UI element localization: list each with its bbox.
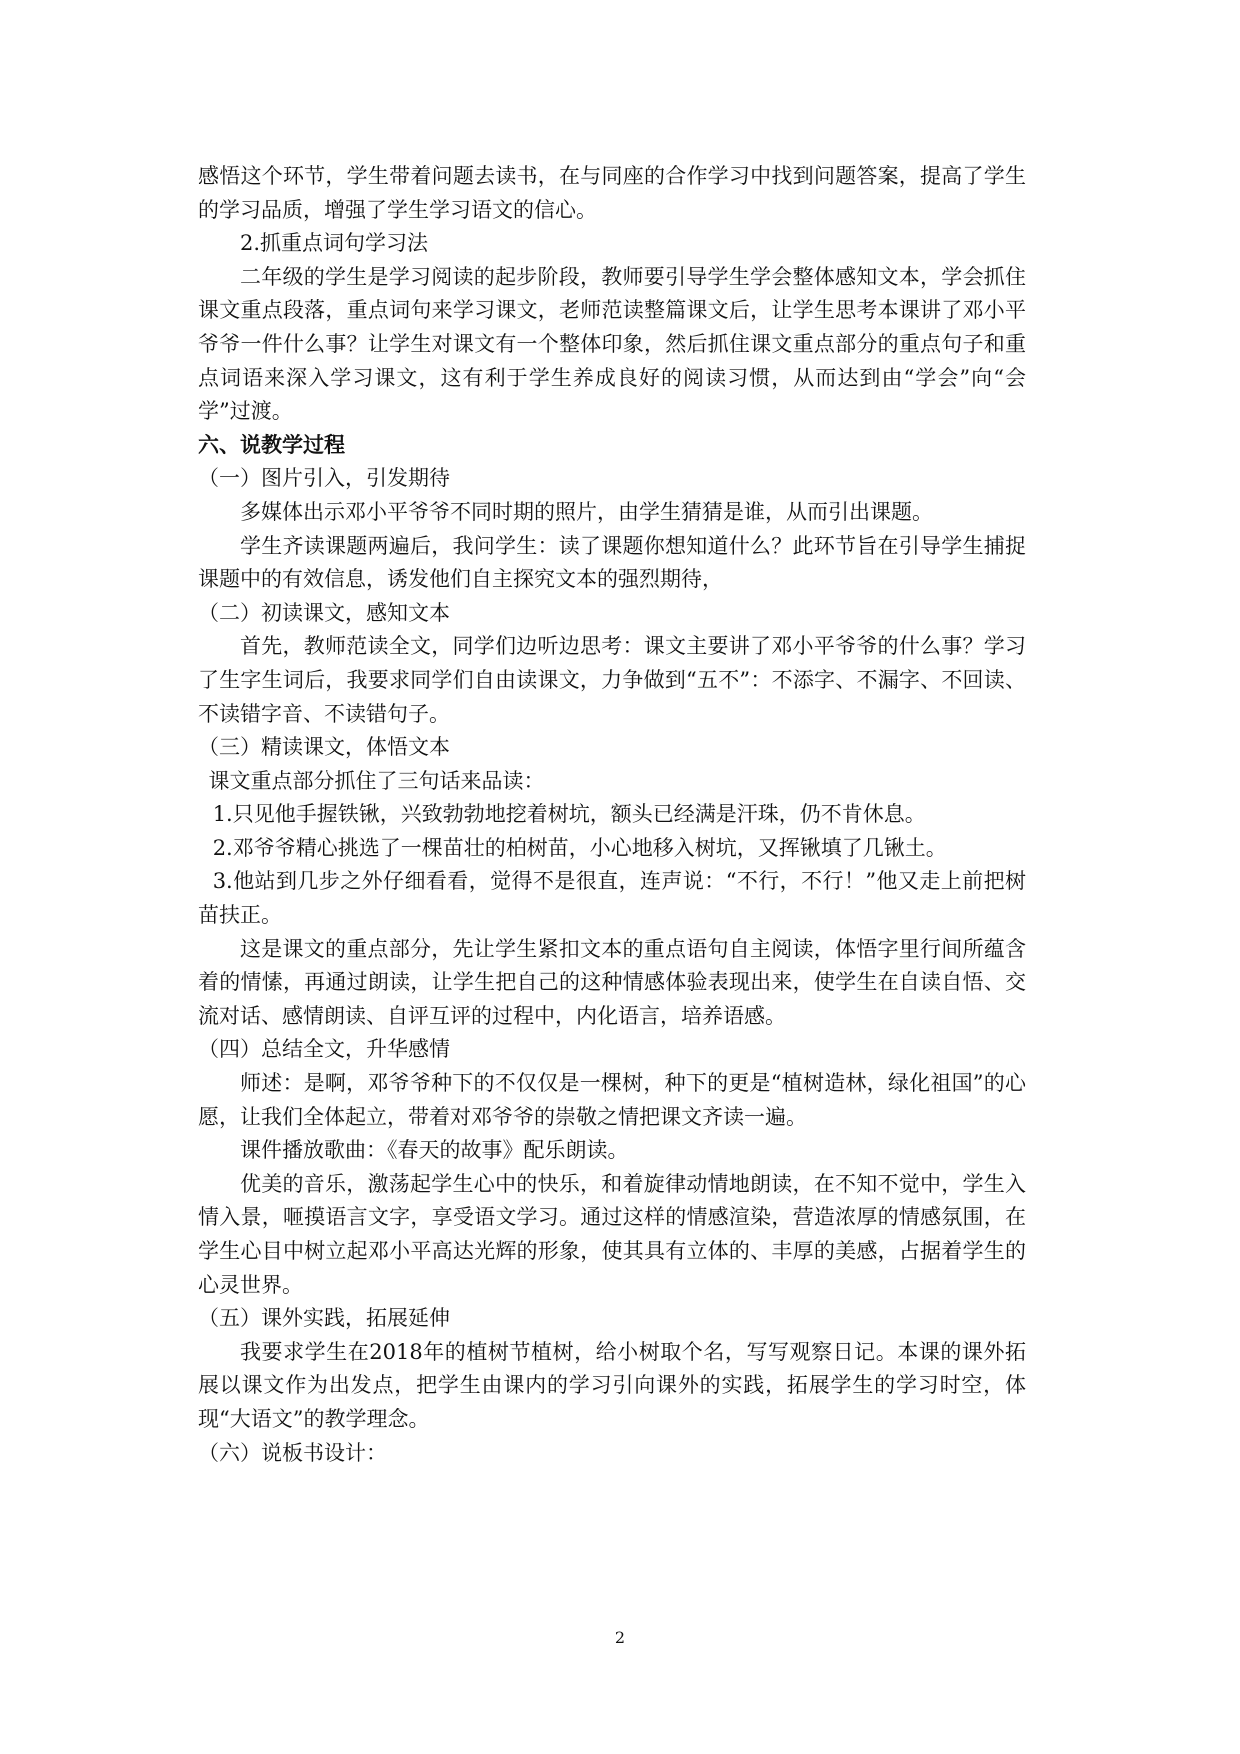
paragraph: 首先，教师范读全文，同学们边听边思考：课文主要讲了邓小平爷爷的什么事？学习了生字生词后，我要求同学们自由读课文，力争做到“五不”：不添字、不漏字、不回读、不读错字音、不读错句子。 (198, 634, 1026, 726)
subsection-heading: （六）说板书设计： (198, 1440, 387, 1465)
paragraph: 学生齐读课题两遍后，我问学生：读了课题你想知道什么？此环节旨在引导学生捕捉课题中的有效信息，诱发他们自主探究文本的强烈期待， (198, 533, 1026, 592)
paragraph: 这是课文的重点部分，先让学生紧扣文本的重点语句自主阅读，体悟字里行间所蕴含着的情愫，再通过朗读，让学生把自己的这种情感体验表现出来，使学生在自读自悟、交流对话、感情朗读、自评互评的过程中，内化语言，培养语感。 (198, 936, 1026, 1028)
paragraph: 多媒体出示邓小平爷爷不同时期的照片，由学生猜猜是谁，从而引出课题。 (240, 499, 933, 524)
paragraph: 课件播放歌曲：《春天的故事》配乐朗读。 (240, 1138, 629, 1163)
subsection-heading: （四）总结全文，升华感情 (198, 1037, 450, 1062)
paragraph: 我要求学生在2018年的植树节植树，给小树取个名，写写观察日记。本课的课外拓展以课文作为出发点，把学生由课内的学习引向课外的实践，拓展学生的学习时空，体现“大语文”的教学理念。 (198, 1339, 1026, 1431)
subsection-heading: （三）精读课文，体悟文本 (198, 735, 450, 760)
paragraph: 优美的音乐，激荡起学生心中的快乐，和着旋律动情地朗读，在不知不觉中，学生入情入景，咂摸语言文字，享受语文学习。通过这样的情感渲染，营造浓厚的情感氛围，在学生心目中树立起邓小平高达光辉的形象，使其具有立体的、丰厚的美感，占据着学生的心灵世界。 (198, 1171, 1026, 1297)
section-heading: 六、说教学过程 (198, 432, 345, 457)
subsection-heading: （一）图片引入，引发期待 (198, 466, 450, 491)
list-item: 3.他站到几步之外仔细看看，觉得不是很直，连声说：“不行，不行！”他又走上前把树苗扶正。 (198, 869, 1026, 928)
list-item: 2.邓爷爷精心挑选了一棵苗壮的柏树苗，小心地移入树坑，又挥锹填了几锹土。 (212, 835, 947, 860)
paragraph: 二年级的学生是学习阅读的起步阶段，教师要引导学生学会整体感知文本，学会抓住课文重点段落，重点词句来学习课文，老师范读整篇课文后，让学生思考本课讲了邓小平爷爷一件什么事？让学生对课文有一个整体印象，然后抓住课文重点部分的重点句子和重点词语来深入学习课文，这有利于学生养成良好的阅读习惯，从而达到由“学会”向“会学”过渡。 (198, 264, 1026, 424)
subsection-heading: （五）课外实践，拓展延伸 (198, 1306, 450, 1331)
section-subheading: 2.抓重点词句学习法 (240, 231, 429, 256)
paragraph: 课文重点部分抓住了三句话来品读： (208, 768, 545, 793)
subsection-heading: （二）初读课文，感知文本 (198, 600, 450, 625)
page-body (198, 160, 1026, 1470)
paragraph: 感悟这个环节，学生带着问题去读书，在与同座的合作学习中找到问题答案，提高了学生的学习品质，增强了学生学习语文的信心。 (198, 164, 1026, 222)
page-number: 2 (614, 1628, 626, 1647)
paragraph: 师述：是啊，邓爷爷种下的不仅仅是一棵树，种下的更是“植树造林，绿化祖国”的心愿，让我们全体起立，带着对邓爷爷的崇敬之情把课文齐读一遍。 (198, 1071, 1026, 1129)
list-item: 1.只见他手握铁锹，兴致勃勃地挖着树坑，额头已经满是汗珠，仍不肯休息。 (212, 802, 926, 827)
